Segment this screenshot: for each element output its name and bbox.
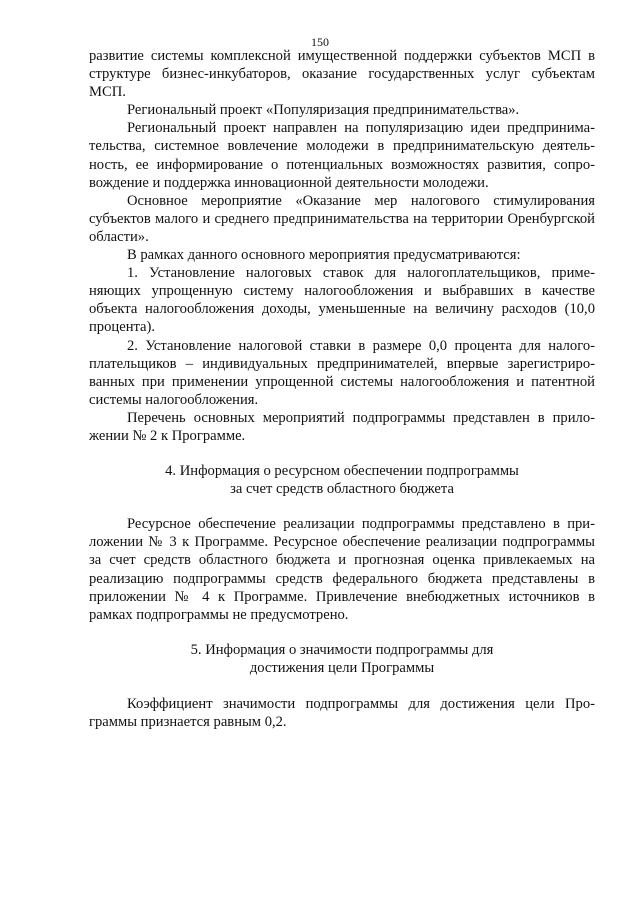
section-4-heading-line-2: за счет средств областного бюджета xyxy=(230,481,454,498)
section-5-text: Коэффициент значимости подпрограммы для достижения цели Программы признается равным 0,2. xyxy=(89,696,595,731)
section-5-heading xyxy=(89,641,595,677)
page-number: 150 xyxy=(311,35,329,49)
section-5-heading-line-2: достижения цели Программы xyxy=(249,659,435,676)
paragraph-provisions-intro: В рамках данного основного мероприятия предусматриваются: xyxy=(127,247,521,264)
paragraph-provision-2: 2. Установление налоговой ставки в размере 0,0 процента для налогоплательщиков – индивидуальных предпринимателей, впервые зарегистрированных при применении упрощенной системы налогообложения и патентной системы налогообложения. xyxy=(89,337,595,408)
paragraph-regional-project-title: Региональный проект «Популяризация предпринимательства». xyxy=(127,102,520,119)
paragraph-provision-1: 1. Установление налоговых ставок для налогоплательщиков, применяющих упрощенную систему налогообложения и выбравших в качестве объекта налогообложения доходы, уменьшенные на величину расходов (10,0 процента). xyxy=(89,265,595,336)
paragraph-activities-list: Перечень основных мероприятий подпрограммы представлен в приложении № 2 к Программе. xyxy=(89,409,595,444)
section-4-text: Ресурсное обеспечение реализации подпрограммы представлено в приложении № 3 к Программе. Ресурсное обеспечение реализации подпрограммы за счет средств областного бюджета и прогнозная оценка привлекаемых на реализацию подпрограммы средств федерального бюджета представлены в приложении № 4 к Программе. Привлечение внебюджетных источников в рамках подпрограммы не предусмотрено. xyxy=(89,516,595,623)
section-5-heading-line-1: 5. Информация о значимости подпрограммы для xyxy=(190,641,494,658)
document-body xyxy=(89,47,595,731)
paragraph-regional-project-description: Региональный проект направлен на популяризацию идеи предпринимательства, системное вовлечение молодежи в предпринимательскую деятельность, ее информирование о потенциальных возможностях развития, сопровождение и поддержка инновационной деятельности молодежи. xyxy=(89,120,595,191)
section-4-heading xyxy=(89,462,595,498)
paragraph-continuation: развитие системы комплексной имущественной поддержки субъектов МСП в структуре бизнес-инкубаторов, оказание государственных услуг субъектам МСП. xyxy=(89,48,595,101)
paragraph-main-activity: Основное мероприятие «Оказание мер налогового стимулирования субъектов малого и среднего предпринимательства на территории Оренбургской области». xyxy=(89,192,595,245)
section-4-heading-line-1: 4. Информация о ресурсном обеспечении подпрограммы xyxy=(165,463,519,480)
